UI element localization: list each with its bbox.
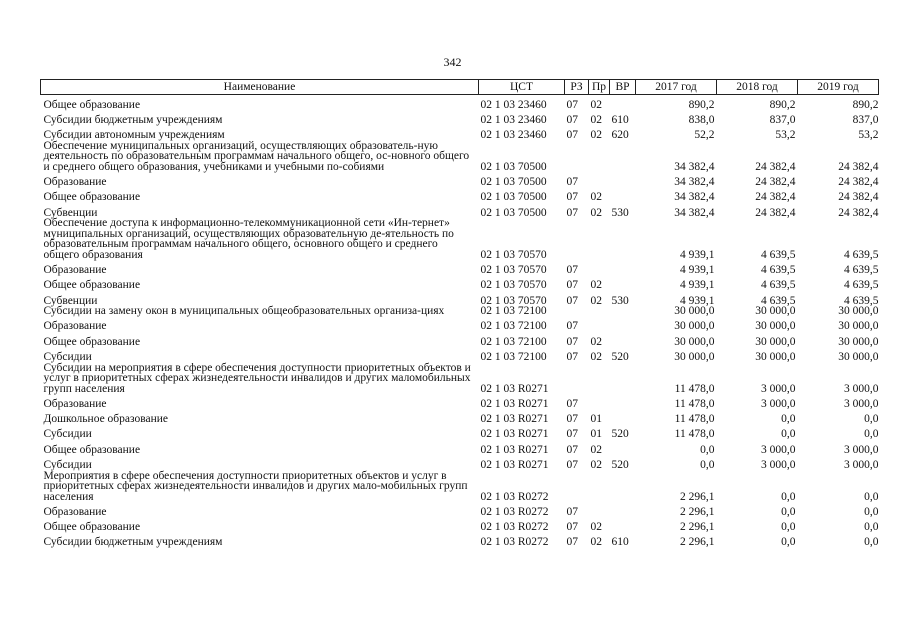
table-row bbox=[41, 276, 879, 291]
row-pr-cell bbox=[589, 317, 610, 332]
row-name-cell: Общее образование bbox=[43, 279, 141, 292]
row-2019-value: 30 000,0 bbox=[838, 320, 879, 333]
row-name-cell: Образование bbox=[43, 320, 107, 333]
row-pr-cell: 02 bbox=[590, 459, 602, 472]
row-2019-value: 24 382,4 bbox=[838, 160, 879, 173]
row-pr-cell bbox=[589, 471, 610, 503]
row-cst-cell: 02 1 03 23460 bbox=[480, 98, 547, 111]
row-cst-cell: 02 1 03 72100 bbox=[480, 320, 547, 333]
table-row bbox=[41, 172, 879, 187]
row-name-cell: Субсидии бюджетным учреждениям bbox=[43, 536, 223, 549]
row-2018-value: 24 382,4 bbox=[755, 176, 796, 189]
row-vr-cell bbox=[610, 218, 636, 260]
row-pr-cell: 02 bbox=[590, 98, 602, 111]
row-2018-value: 837,0 bbox=[769, 114, 796, 127]
row-2017-value: 11 478,0 bbox=[674, 382, 715, 395]
row-rz-cell: 07 bbox=[566, 521, 578, 534]
row-2019-value: 4 639,5 bbox=[844, 248, 879, 261]
row-rz-cell: 07 bbox=[566, 114, 578, 127]
row-name-cell: Субсидии автономным учреждениям bbox=[43, 129, 225, 142]
table-row bbox=[41, 126, 879, 141]
row-2017-value: 0,0 bbox=[700, 443, 715, 456]
row-cst-cell: 02 1 03 R0271 bbox=[480, 459, 549, 472]
row-rz-cell: 07 bbox=[566, 413, 578, 426]
table-row bbox=[41, 517, 879, 532]
row-rz-cell: 07 bbox=[566, 176, 578, 189]
row-vr-cell: 530 bbox=[611, 294, 629, 307]
row-vr-cell: 520 bbox=[611, 428, 629, 441]
row-name-cell: Общее образование bbox=[43, 443, 141, 456]
row-2019-value: 53,2 bbox=[858, 129, 879, 142]
row-cst-cell: 02 1 03 70500 bbox=[480, 160, 547, 173]
row-rz-cell bbox=[565, 363, 589, 395]
row-2019-value: 24 382,4 bbox=[838, 206, 879, 219]
row-vr-cell bbox=[610, 172, 636, 187]
row-2018-value: 53,2 bbox=[775, 129, 796, 142]
row-vr-cell bbox=[610, 141, 636, 173]
row-vr-cell bbox=[610, 317, 636, 332]
row-name-cell: Субвенции bbox=[43, 206, 98, 219]
row-cst-cell: 02 1 03 70570 bbox=[480, 294, 547, 307]
row-cst-cell: 02 1 03 R0271 bbox=[480, 382, 549, 395]
row-2017-value: 2 296,1 bbox=[680, 490, 715, 503]
row-pr-cell bbox=[589, 141, 610, 173]
row-pr-cell bbox=[589, 502, 610, 517]
row-rz-cell: 07 bbox=[566, 505, 578, 518]
table-row bbox=[41, 425, 879, 440]
table-row bbox=[41, 203, 879, 218]
row-vr-cell bbox=[610, 260, 636, 275]
row-vr-cell bbox=[610, 306, 636, 317]
row-name-cell: Субсидии bbox=[43, 459, 92, 472]
row-2018-value: 4 639,5 bbox=[761, 248, 796, 261]
row-2019-value: 837,0 bbox=[852, 114, 879, 127]
row-cst-cell: 02 1 03 70570 bbox=[480, 264, 547, 277]
row-2017-value: 34 382,4 bbox=[674, 206, 715, 219]
row-2019-value: 0,0 bbox=[864, 521, 879, 534]
row-2018-value: 24 382,4 bbox=[755, 206, 796, 219]
row-pr-cell: 02 bbox=[590, 521, 602, 534]
row-vr-cell bbox=[610, 471, 636, 503]
row-2017-value: 11 478,0 bbox=[674, 397, 715, 410]
row-2018-value: 0,0 bbox=[781, 490, 796, 503]
row-name-cell: Образование bbox=[43, 264, 107, 277]
row-2018-value: 24 382,4 bbox=[755, 191, 796, 204]
row-cst-cell: 02 1 03 R0271 bbox=[480, 428, 549, 441]
row-name-cell: Субсидии бюджетным учреждениям bbox=[43, 114, 223, 127]
row-2018-value: 0,0 bbox=[781, 536, 796, 549]
row-pr-cell: 02 bbox=[590, 114, 602, 127]
row-name-cell: Обеспечение доступа к информационно-телекоммуникационной сети «Ин-тернет» муниципальных организаций, осуществляющих образовательную де-ятельность по образовательным программам начального общего, основного общего и среднего общего образования bbox=[43, 217, 454, 261]
row-2018-value: 3 000,0 bbox=[761, 443, 796, 456]
row-name-cell: Общее образование bbox=[43, 335, 141, 348]
row-2019-value: 890,2 bbox=[852, 98, 879, 111]
row-vr-cell: 610 bbox=[611, 536, 629, 549]
row-vr-cell bbox=[610, 188, 636, 203]
row-rz-cell: 07 bbox=[566, 351, 578, 364]
table-row bbox=[41, 260, 879, 275]
row-rz-cell: 07 bbox=[566, 428, 578, 441]
row-rz-cell: 07 bbox=[566, 320, 578, 333]
row-vr-cell bbox=[610, 394, 636, 409]
row-rz-cell: 07 bbox=[566, 191, 578, 204]
row-name-cell: Образование bbox=[43, 505, 107, 518]
header-2018: 2018 год bbox=[717, 80, 798, 95]
row-rz-cell: 07 bbox=[566, 129, 578, 142]
row-pr-cell: 02 bbox=[590, 191, 602, 204]
row-name-cell: Дошкольное образование bbox=[43, 413, 169, 426]
row-rz-cell: 07 bbox=[566, 98, 578, 111]
table-row bbox=[41, 471, 879, 503]
row-name-cell: Мероприятия в сфере обеспечения доступности приоритетных объектов и услуг в приоритетных сферах жизнедеятельности инвалидов и других мало-мобильных групп населения bbox=[43, 469, 468, 503]
row-2017-value: 4 939,1 bbox=[680, 264, 715, 277]
row-vr-cell bbox=[610, 440, 636, 455]
row-name-cell: Субсидии bbox=[43, 428, 92, 441]
row-2019-value: 0,0 bbox=[864, 413, 879, 426]
row-pr-cell: 02 bbox=[590, 536, 602, 549]
row-name-cell: Субсидии на мероприятия в сфере обеспечения доступности приоритетных объектов и услуг в приоритетных сферах жизнедеятельности инвалидов и других маломобильных групп населения bbox=[43, 361, 471, 395]
row-2018-value: 30 000,0 bbox=[755, 305, 796, 318]
row-rz-cell: 07 bbox=[566, 459, 578, 472]
row-pr-cell: 02 bbox=[590, 351, 602, 364]
row-cst-cell: 02 1 03 23460 bbox=[480, 114, 547, 127]
row-cst-cell: 02 1 03 70570 bbox=[480, 248, 547, 261]
row-2017-value: 4 939,1 bbox=[680, 294, 715, 307]
row-2018-value: 30 000,0 bbox=[755, 335, 796, 348]
row-2019-value: 30 000,0 bbox=[838, 335, 879, 348]
row-2018-value: 3 000,0 bbox=[761, 382, 796, 395]
row-2017-value: 890,2 bbox=[688, 98, 715, 111]
row-2017-value: 34 382,4 bbox=[674, 191, 715, 204]
row-2019-value: 4 639,5 bbox=[844, 264, 879, 277]
row-cst-cell: 02 1 03 70500 bbox=[480, 191, 547, 204]
row-name-cell: Образование bbox=[43, 397, 107, 410]
row-rz-cell: 07 bbox=[566, 443, 578, 456]
row-name-cell: Субвенции bbox=[43, 294, 98, 307]
budget-table bbox=[40, 79, 879, 548]
header-vr: ВР bbox=[610, 80, 636, 95]
row-name-cell: Образование bbox=[43, 176, 107, 189]
row-pr-cell bbox=[589, 306, 610, 317]
row-2018-value: 0,0 bbox=[781, 413, 796, 426]
row-2018-value: 4 639,5 bbox=[761, 294, 796, 307]
row-name-cell: Субсидии на замену окон в муниципальных общеобразовательных организа-циях bbox=[43, 305, 445, 318]
row-2017-value: 0,0 bbox=[700, 459, 715, 472]
row-pr-cell: 02 bbox=[590, 443, 602, 456]
row-cst-cell: 02 1 03 R0272 bbox=[480, 490, 549, 503]
row-cst-cell: 02 1 03 23460 bbox=[480, 129, 547, 142]
row-rz-cell: 07 bbox=[566, 536, 578, 549]
table-row bbox=[41, 317, 879, 332]
row-rz-cell: 07 bbox=[566, 264, 578, 277]
row-pr-cell: 02 bbox=[590, 129, 602, 142]
row-2018-value: 0,0 bbox=[781, 428, 796, 441]
row-2017-value: 2 296,1 bbox=[680, 521, 715, 534]
row-vr-cell: 610 bbox=[611, 114, 629, 127]
row-2017-value: 30 000,0 bbox=[674, 305, 715, 318]
row-2018-value: 30 000,0 bbox=[755, 351, 796, 364]
row-rz-cell: 07 bbox=[566, 335, 578, 348]
header-cst: ЦСТ bbox=[479, 80, 565, 95]
row-2017-value: 30 000,0 bbox=[674, 320, 715, 333]
row-cst-cell: 02 1 03 R0271 bbox=[480, 413, 549, 426]
row-cst-cell: 02 1 03 R0271 bbox=[480, 443, 549, 456]
row-vr-cell bbox=[610, 409, 636, 424]
row-vr-cell bbox=[610, 332, 636, 347]
row-2019-value: 24 382,4 bbox=[838, 176, 879, 189]
row-vr-cell bbox=[610, 502, 636, 517]
row-2018-value: 890,2 bbox=[769, 98, 796, 111]
row-cst-cell: 02 1 03 70500 bbox=[480, 206, 547, 219]
row-vr-cell bbox=[610, 363, 636, 395]
row-cst-cell: 02 1 03 72100 bbox=[480, 335, 547, 348]
row-2017-value: 838,0 bbox=[688, 114, 715, 127]
row-2019-value: 0,0 bbox=[864, 490, 879, 503]
row-pr-cell bbox=[589, 172, 610, 187]
row-2018-value: 4 639,5 bbox=[761, 264, 796, 277]
row-pr-cell: 02 bbox=[590, 335, 602, 348]
row-2017-value: 34 382,4 bbox=[674, 160, 715, 173]
row-cst-cell: 02 1 03 R0272 bbox=[480, 536, 549, 549]
row-name-cell: Общее образование bbox=[43, 191, 141, 204]
row-2018-value: 0,0 bbox=[781, 521, 796, 534]
table-row bbox=[41, 502, 879, 517]
row-2019-value: 3 000,0 bbox=[844, 443, 879, 456]
row-cst-cell: 02 1 03 72100 bbox=[480, 351, 547, 364]
row-cst-cell: 02 1 03 70570 bbox=[480, 279, 547, 292]
row-2017-value: 4 939,1 bbox=[680, 248, 715, 261]
table-row bbox=[41, 347, 879, 362]
row-2018-value: 3 000,0 bbox=[761, 459, 796, 472]
row-pr-cell bbox=[589, 218, 610, 260]
row-rz-cell: 07 bbox=[566, 397, 578, 410]
row-2018-value: 0,0 bbox=[781, 505, 796, 518]
row-pr-cell bbox=[589, 260, 610, 275]
row-2019-value: 3 000,0 bbox=[844, 397, 879, 410]
row-name-cell: Субсидии bbox=[43, 351, 92, 364]
table-row bbox=[41, 188, 879, 203]
table-row bbox=[41, 141, 879, 173]
row-2017-value: 11 478,0 bbox=[674, 428, 715, 441]
header-2019: 2019 год bbox=[798, 80, 879, 95]
row-rz-cell bbox=[565, 306, 589, 317]
row-rz-cell: 07 bbox=[566, 279, 578, 292]
table-row bbox=[41, 291, 879, 306]
row-vr-cell: 520 bbox=[611, 459, 629, 472]
row-vr-cell: 520 bbox=[611, 351, 629, 364]
row-pr-cell: 01 bbox=[590, 413, 602, 426]
row-pr-cell bbox=[589, 363, 610, 395]
row-pr-cell bbox=[589, 394, 610, 409]
table-row bbox=[41, 95, 879, 111]
table-row bbox=[41, 306, 879, 317]
row-name-cell: Общее образование bbox=[43, 521, 141, 534]
header-name: Наименование bbox=[41, 80, 479, 95]
row-2019-value: 0,0 bbox=[864, 505, 879, 518]
row-2019-value: 0,0 bbox=[864, 536, 879, 549]
table-row bbox=[41, 332, 879, 347]
row-2017-value: 34 382,4 bbox=[674, 176, 715, 189]
row-pr-cell: 01 bbox=[590, 428, 602, 441]
table-row bbox=[41, 110, 879, 125]
table-row bbox=[41, 218, 879, 260]
table-body bbox=[41, 95, 879, 548]
row-vr-cell: 620 bbox=[611, 129, 629, 142]
row-vr-cell: 530 bbox=[611, 206, 629, 219]
header-pr: Пр bbox=[589, 80, 610, 95]
row-2017-value: 30 000,0 bbox=[674, 351, 715, 364]
row-vr-cell bbox=[610, 517, 636, 532]
row-2017-value: 52,2 bbox=[694, 129, 715, 142]
row-rz-cell bbox=[565, 141, 589, 173]
row-2019-value: 30 000,0 bbox=[838, 351, 879, 364]
row-pr-cell: 02 bbox=[590, 279, 602, 292]
row-vr-cell bbox=[610, 276, 636, 291]
row-2017-value: 4 939,1 bbox=[680, 279, 715, 292]
table-row bbox=[41, 455, 879, 470]
row-cst-cell: 02 1 03 72100 bbox=[480, 305, 547, 318]
row-name-cell: Обеспечение муниципальных организаций, осуществляющих образователь-ную деятельность по образовательным программам начального общего, ос-новного общего и среднего общего образования, учебниками и учебными по-собиями bbox=[43, 139, 470, 173]
row-2018-value: 3 000,0 bbox=[761, 397, 796, 410]
row-pr-cell: 02 bbox=[590, 206, 602, 219]
row-rz-cell bbox=[565, 218, 589, 260]
row-rz-cell: 07 bbox=[566, 206, 578, 219]
row-2019-value: 3 000,0 bbox=[844, 382, 879, 395]
row-2017-value: 2 296,1 bbox=[680, 505, 715, 518]
row-2019-value: 30 000,0 bbox=[838, 305, 879, 318]
row-2017-value: 2 296,1 bbox=[680, 536, 715, 549]
row-name-cell: Общее образование bbox=[43, 98, 141, 111]
row-cst-cell: 02 1 03 R0272 bbox=[480, 505, 549, 518]
row-2019-value: 3 000,0 bbox=[844, 459, 879, 472]
row-2019-value: 0,0 bbox=[864, 428, 879, 441]
row-rz-cell bbox=[565, 471, 589, 503]
row-rz-cell: 07 bbox=[566, 294, 578, 307]
table-row bbox=[41, 409, 879, 424]
table-row bbox=[41, 394, 879, 409]
header-rz: РЗ bbox=[565, 80, 589, 95]
page-number: 342 bbox=[443, 55, 462, 69]
row-vr-cell bbox=[610, 95, 636, 111]
row-pr-cell: 02 bbox=[590, 294, 602, 307]
header-2017: 2017 год bbox=[636, 80, 717, 95]
row-2017-value: 11 478,0 bbox=[674, 413, 715, 426]
row-cst-cell: 02 1 03 70500 bbox=[480, 176, 547, 189]
row-2019-value: 4 639,5 bbox=[844, 279, 879, 292]
row-2018-value: 24 382,4 bbox=[755, 160, 796, 173]
row-2019-value: 24 382,4 bbox=[838, 191, 879, 204]
row-2018-value: 4 639,5 bbox=[761, 279, 796, 292]
table-header-row bbox=[41, 80, 879, 95]
table-row bbox=[41, 533, 879, 548]
row-cst-cell: 02 1 03 R0271 bbox=[480, 397, 549, 410]
row-2018-value: 30 000,0 bbox=[755, 320, 796, 333]
row-cst-cell: 02 1 03 R0272 bbox=[480, 521, 549, 534]
row-2017-value: 30 000,0 bbox=[674, 335, 715, 348]
table-row bbox=[41, 363, 879, 395]
row-2019-value: 4 639,5 bbox=[844, 294, 879, 307]
table-row bbox=[41, 440, 879, 455]
